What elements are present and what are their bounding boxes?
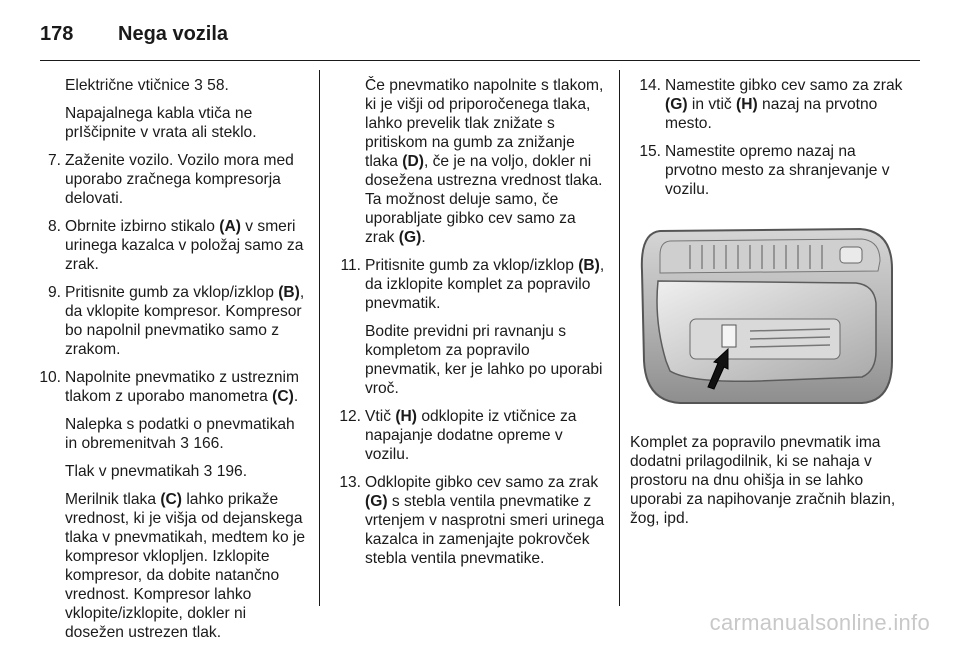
bold-label: (B) [278,284,300,301]
text-run: 166. [188,435,224,452]
list-item-number: 7. [47,152,61,169]
list-item-text [365,407,608,464]
text-run: 58. [202,77,229,94]
list-item-text [665,76,912,133]
bold-label: (G) [665,96,688,113]
text-run: Tlak v pnevmatikah [65,463,204,480]
list-item-text [65,368,306,406]
list-item [330,407,608,464]
list-item [30,368,306,406]
text-run: s stebla ventila pnevmatike z vrtenjem v nasprotni smeri urinega kazalca in zamenjajte pokrovček stebla ventila pnevmatike. [365,493,605,567]
list-item-number: 14. [639,77,661,94]
text-run: v smeri urinega kazalca v položaj samo za zrak. [65,218,304,273]
paragraph [30,104,306,142]
list-item [630,142,912,199]
list-item-text [65,283,306,359]
list-item-number: 15. [639,143,661,160]
paragraph [30,76,306,95]
list-item-text [365,473,608,568]
text-run: 3 [194,77,203,94]
paragraph [330,76,608,247]
column-1 [30,76,306,651]
list-item [30,283,306,359]
column-2 [330,76,608,577]
text-run: Zaženite vozilo. Vozilo mora med uporabo zračnega kompresorja delovati. [65,152,294,207]
text-run: Namestite opremo nazaj na prvotno mesto za shranjevanje v vozilu. [665,143,890,198]
text-run: . [293,388,299,405]
column-divider-1 [319,70,320,606]
bold-label: (C) [160,491,182,508]
text-run: Pritisnite gumb za vklop/izklop [65,284,279,301]
text-run: , da izklopite komplet za popravilo pnevmatik. [365,257,605,312]
text-run: Pritisnite gumb za vklop/izklop [365,257,579,274]
page-number: 178 [40,22,74,45]
text-run: Če pnevmatiko napolnite s tlakom, ki je višji od priporočenega tlaka, lahko prevelik tlak znižate s pritiskom na gumb za znižanje tlaka [365,77,604,170]
bold-label: (G) [365,493,388,510]
paragraph [30,462,306,481]
compressor-bottom-image [630,211,902,419]
list-item-number: 9. [47,284,61,301]
bold-label: (H) [395,408,417,425]
page-header [40,14,228,54]
bold-label: (B) [578,257,600,274]
bold-label: (H) [736,96,758,113]
text-run: Vtič [365,408,396,425]
text-run: 196. [212,463,248,480]
paragraph [330,322,608,398]
list-item-number: 8. [47,218,61,235]
page-title: Nega vozila [118,22,229,45]
bold-label: (C) [272,388,294,405]
list-item-text [365,256,608,313]
text-run: Nalepka s podatki o pnevmatikah in obremenitvah [65,416,295,452]
list-item [30,217,306,274]
list-item [30,151,306,208]
text-run: Odklopite gibko cev samo za zrak [365,474,599,491]
text-run: Namestite gibko cev samo za zrak [665,77,903,94]
text-run: Napajalnega kabla vtiča ne prIščipnite v vrata ali steklo. [65,105,257,141]
text-run: Komplet za popravilo pnevmatik ima dodatni prilagodilnik, ki se nahaja v prostoru na dnu ohišja in se lahko uporabi za napihovanje zračnih blazin, žog, ipd. [630,434,896,527]
text-run: 3 [180,435,189,452]
text-run: odklopite iz vtičnice za napajanje dodatne opreme v vozilu. [365,408,577,463]
text-run: , da vklopite kompresor. Kompresor bo napolnil pnevmatiko samo z zrakom. [65,284,305,358]
text-run: Napolnite pnevmatiko z ustreznim tlakom z uporabo manometra [65,369,300,405]
bold-label: (D) [402,153,424,170]
list-item [630,76,912,133]
header-rule [40,60,920,61]
text-run: Obrnite izbirno stikalo [65,218,220,235]
watermark: carmanualsonline.info [709,610,930,635]
list-item-text [65,151,306,208]
text-run: nazaj na prvotno mesto. [665,96,878,132]
list-item-number: 11. [340,257,361,274]
list-item-number: 12. [339,408,361,425]
compressor-photo [630,211,902,419]
text-run: in vtič [687,96,737,113]
list-item [330,256,608,313]
paragraph [630,433,912,528]
list-item-number: 13. [339,474,361,491]
text-run: lahko prikaže vrednost, ki je višja od dejanskega tlaka v pnevmatikah, medtem ko je kompresor vklopljen. Izklopite kompresor, da dobite natančno vrednost. Kompresor lahko vklopite/izklopite, dokler ni dosežen ustrezen tlak. [65,491,306,641]
text-run: . [421,229,426,246]
text-run: 3 [203,463,213,480]
bold-label: (A) [219,218,241,235]
list-item-text [665,142,912,199]
column-3 [630,76,912,537]
list-item-text [65,217,306,274]
paragraph [30,415,306,453]
list-item-number: 10. [39,369,61,386]
text-run: Električne vtičnice [65,77,195,94]
text-run: Merilnik tlaka [65,491,161,508]
text-run: , če je na voljo, dokler ni dosežena ustrezna vrednost tlaka. Ta možnost deluje samo, če uporabljate gibko cev samo za zrak [365,153,603,246]
paragraph [30,490,306,642]
bold-label: (G) [398,229,422,246]
column-divider-2 [619,70,620,606]
list-item [330,473,608,568]
text-run: Bodite previdni pri ravnanju s kompletom za popravilo pnevmatik, ker je lahko po uporabi vroč. [365,323,603,397]
